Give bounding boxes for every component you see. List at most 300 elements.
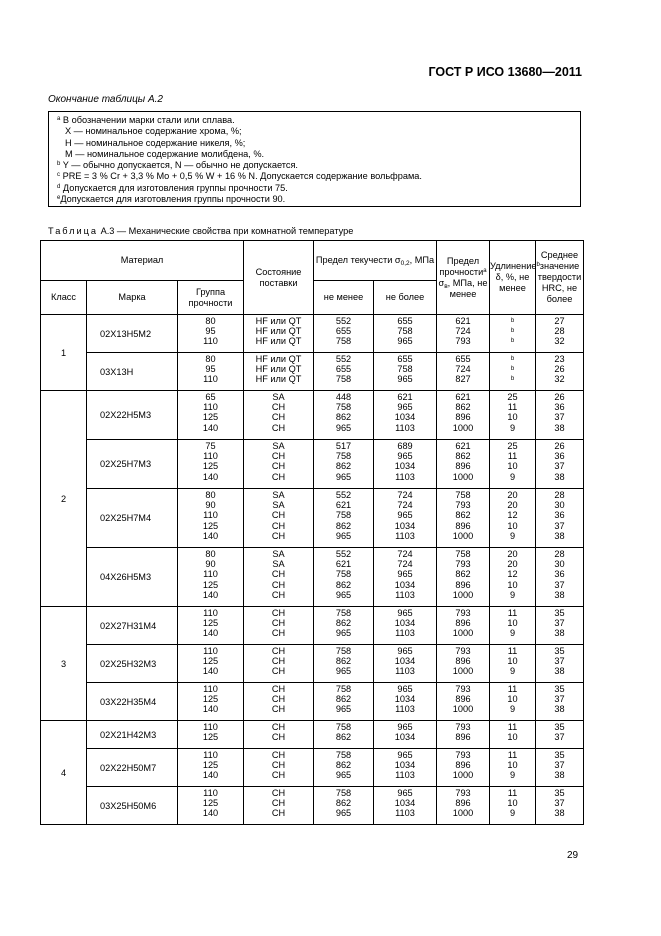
tensile-value: 1000 [452, 589, 474, 600]
yield-min-value: 552 [335, 549, 352, 559]
yield-max-cell [374, 721, 437, 749]
hardness-cell [536, 749, 584, 787]
tensile-value: 896 [455, 520, 471, 531]
delivery-state-cell [244, 749, 314, 787]
grade-cell: 03Х25Н50М6 [87, 787, 178, 825]
grade-cell: 02Х25Н7М4 [87, 489, 178, 548]
yield-max-value: 1103 [395, 628, 415, 639]
grade-cell: 02Х25Н32М3 [87, 645, 178, 683]
yield-min-value: 965 [335, 471, 352, 482]
yield-min-value: 552 [335, 316, 352, 326]
tensile-value: 724 [455, 326, 471, 337]
elongation-value: 10 [507, 412, 518, 423]
footnote-c: $^c$ PRE = 3 % Cr + 3,3 % Mo + 0,5 % W + 16 % N. Допускается содержание вольфрама. [57, 171, 422, 182]
yield-max-value: 655 [397, 316, 413, 326]
elongation-value: 11 [507, 684, 518, 694]
yield-max-cell [374, 548, 437, 607]
tensile-value: 793 [455, 559, 471, 570]
grade-cell: 04Х26Н5М3 [87, 548, 178, 607]
strength-group-cell [178, 548, 244, 607]
hardness-cell [536, 353, 584, 391]
header-tensile-strength: Предел прочности$^a$ $\sigma_в$, МПа, не менее [437, 241, 490, 315]
delivery-state-value: CH [271, 402, 286, 413]
grade-cell: 02Х21Н42М3 [87, 721, 178, 749]
yield-max-value: 965 [397, 510, 413, 521]
tensile-value: 793 [455, 684, 471, 694]
yield-max-value: 965 [397, 788, 413, 798]
strength-group-value: 125 [202, 694, 219, 705]
hardness-cell [536, 315, 584, 353]
delivery-state-value: CH [271, 760, 286, 771]
yield-min-value: 965 [335, 704, 352, 715]
yield-max-value: 689 [397, 441, 413, 451]
yield-min-value: 655 [335, 326, 352, 337]
elongation-cell [490, 391, 536, 440]
elongation-value: 9 [509, 471, 516, 482]
grade-cell: 02Х22Н50М7 [87, 749, 178, 787]
elongation-value: 10 [507, 798, 518, 809]
delivery-state-value: CH [271, 530, 286, 541]
strength-group-value: 110 [203, 646, 218, 656]
tensile-cell [437, 721, 490, 749]
tensile-value: 896 [455, 579, 471, 590]
hardness-value: 26 [554, 441, 565, 451]
yield-max-value: 1103 [395, 666, 415, 677]
delivery-state-value: HF или QT [255, 336, 302, 347]
strength-group-value: 110 [203, 750, 218, 760]
elongation-value: 10 [507, 520, 518, 531]
hardness-cell [536, 391, 584, 440]
strength-group-value: 80 [205, 354, 216, 364]
hardness-value: 38 [554, 808, 565, 819]
strength-group-cell [178, 683, 244, 721]
strength-group-value: 140 [202, 422, 219, 433]
table-continuation-title: Окончание таблицы А.2 [48, 94, 163, 105]
header-material: Материал [41, 241, 244, 281]
yield-max-value: 965 [397, 569, 413, 580]
table-row [41, 548, 584, 607]
delivery-state-cell [244, 548, 314, 607]
yield-min-value: 758 [335, 336, 352, 347]
strength-group-value: 125 [202, 618, 219, 629]
delivery-state-value: SA [272, 500, 285, 511]
delivery-state-cell [244, 440, 314, 489]
delivery-state-value: CH [271, 704, 286, 715]
strength-group-value: 65 [205, 392, 216, 402]
yield-min-value: 758 [335, 722, 352, 732]
yield-max-value: 1034 [394, 798, 416, 809]
strength-group-cell [178, 721, 244, 749]
strength-group-value: 125 [202, 579, 219, 590]
strength-group-value: 110 [203, 684, 218, 694]
yield-min-value: 448 [335, 392, 352, 402]
table-row [41, 489, 584, 548]
strength-group-value: 110 [203, 336, 218, 347]
yield-min-value: 862 [335, 461, 352, 472]
tensile-cell [437, 683, 490, 721]
yield-min-value: 965 [335, 770, 352, 781]
delivery-state-value: HF или QT [255, 364, 302, 375]
hardness-value: 28 [554, 490, 565, 500]
strength-group-value: 140 [202, 471, 219, 482]
tensile-value: 724 [455, 364, 471, 375]
tensile-value: 1000 [452, 770, 474, 781]
delivery-state-cell [244, 721, 314, 749]
tensile-cell [437, 749, 490, 787]
yield-min-cell [314, 489, 374, 548]
elongation-value: 9 [509, 770, 516, 781]
delivery-state-value: HF или QT [255, 316, 302, 326]
tensile-value: 862 [455, 510, 471, 521]
tensile-value: 621 [455, 441, 471, 451]
strength-group-value: 140 [202, 808, 219, 819]
yield-min-value: 862 [335, 618, 352, 629]
yield-min-cell [314, 749, 374, 787]
elongation-cell [490, 440, 536, 489]
footnote-a: $^a$ В обозначении марки стали или сплава. [57, 115, 235, 125]
delivery-state-value: CH [271, 451, 286, 462]
yield-min-value: 758 [335, 646, 352, 656]
yield-max-value: 724 [397, 559, 413, 570]
elongation-value: 10 [507, 656, 518, 667]
yield-max-value: 724 [397, 549, 413, 559]
delivery-state-value: HF или QT [255, 374, 302, 385]
delivery-state-value: CH [271, 412, 286, 423]
elongation-value: 10 [507, 694, 518, 705]
delivery-state-value: SA [272, 549, 285, 559]
tensile-value: 1000 [452, 471, 474, 482]
yield-min-value: 621 [335, 559, 352, 570]
delivery-state-cell [244, 683, 314, 721]
table-row [41, 749, 584, 787]
hardness-value: 27 [554, 316, 565, 326]
yield-min-value: 862 [335, 694, 352, 705]
yield-min-value: 862 [335, 760, 352, 771]
elongation-value: 10 [507, 760, 518, 771]
delivery-state-value: CH [271, 579, 286, 590]
tensile-value: 1000 [452, 704, 474, 715]
header-elongation: Удлинение$^b$ δ, %, не менее [490, 241, 536, 315]
grade-cell: 02Х13Н5М2 [87, 315, 178, 353]
delivery-state-value: CH [271, 788, 286, 798]
tensile-value: 862 [455, 451, 471, 462]
yield-max-value: 1034 [394, 760, 416, 771]
tensile-value: 1000 [452, 808, 474, 819]
tensile-value: 896 [455, 760, 471, 771]
yield-max-value: 1034 [394, 412, 416, 423]
yield-max-value: 965 [397, 646, 413, 656]
class-cell: 4 [41, 721, 87, 825]
delivery-state-value: CH [271, 684, 286, 694]
strength-group-value: 110 [203, 451, 218, 462]
strength-group-value: 125 [202, 760, 219, 771]
grade-cell: 03Х22Н35М4 [87, 683, 178, 721]
yield-max-value: 758 [397, 326, 413, 337]
strength-group-value: 140 [202, 770, 219, 781]
tensile-value: 896 [455, 798, 471, 809]
delivery-state-value: HF или QT [255, 354, 302, 364]
yield-max-cell [374, 391, 437, 440]
yield-max-cell [374, 749, 437, 787]
yield-min-value: 621 [335, 500, 352, 511]
page-number: 29 [567, 850, 579, 861]
tensile-value: 793 [455, 608, 471, 618]
hardness-value: 38 [554, 704, 565, 715]
hardness-value: 37 [554, 618, 565, 629]
elongation-value: b [510, 328, 515, 335]
document-header: ГОСТ Р ИСО 13680—2011 [428, 65, 582, 79]
strength-group-value: 95 [205, 326, 216, 337]
grade-cell: 02Х25Н7М3 [87, 440, 178, 489]
tensile-value: 862 [455, 402, 471, 413]
hardness-value: 28 [554, 549, 565, 559]
elongation-value: b [510, 356, 515, 362]
delivery-state-cell [244, 489, 314, 548]
delivery-state-value: SA [272, 490, 285, 500]
yield-min-cell [314, 683, 374, 721]
tensile-value: 793 [455, 646, 471, 656]
yield-max-cell [374, 787, 437, 825]
elongation-value: 9 [509, 422, 516, 433]
yield-max-value: 1103 [395, 770, 415, 781]
yield-min-value: 758 [335, 510, 352, 521]
delivery-state-value: CH [271, 732, 286, 743]
hardness-value: 37 [554, 798, 565, 809]
table-row [41, 683, 584, 721]
yield-max-cell [374, 607, 437, 645]
yield-max-value: 965 [397, 402, 413, 413]
yield-min-value: 758 [335, 569, 352, 580]
yield-max-value: 1103 [395, 530, 415, 541]
hardness-value: 28 [554, 326, 565, 337]
hardness-value: 38 [554, 770, 565, 781]
yield-min-cell [314, 607, 374, 645]
yield-min-value: 965 [335, 808, 352, 819]
yield-max-value: 965 [397, 451, 413, 462]
delivery-state-value: CH [271, 618, 286, 629]
header-yield-strength: Предел текучести $\sigma_{0,2}$, МПа [314, 241, 437, 281]
tensile-cell [437, 440, 490, 489]
hardness-value: 37 [554, 520, 565, 531]
strength-group-value: 110 [203, 608, 218, 618]
strength-group-value: 110 [203, 374, 218, 385]
yield-max-cell [374, 315, 437, 353]
yield-max-value: 1034 [394, 618, 416, 629]
hardness-value: 36 [554, 451, 565, 462]
delivery-state-cell [244, 391, 314, 440]
strength-group-cell [178, 440, 244, 489]
footnote-b: $^b$ Y — обычно допускается, N — обычно не допускается. [57, 160, 298, 171]
elongation-value: 11 [507, 402, 518, 413]
hardness-value: 23 [554, 354, 565, 364]
tensile-cell [437, 489, 490, 548]
yield-min-value: 862 [335, 798, 352, 809]
strength-group-cell [178, 391, 244, 440]
yield-max-value: 1103 [395, 471, 415, 482]
elongation-value: 20 [507, 500, 518, 511]
hardness-value: 38 [554, 666, 565, 677]
hardness-value: 26 [554, 364, 565, 375]
delivery-state-cell [244, 315, 314, 353]
strength-group-value: 90 [205, 559, 216, 570]
elongation-cell [490, 645, 536, 683]
elongation-value: 11 [507, 788, 518, 798]
delivery-state-value: CH [271, 471, 286, 482]
delivery-state-value: CH [271, 808, 286, 819]
yield-min-value: 552 [335, 490, 352, 500]
header-hardness: Среднее значение твердости HRC, не более [536, 241, 584, 315]
yield-min-cell [314, 645, 374, 683]
delivery-state-value: SA [272, 559, 285, 570]
elongation-cell [490, 607, 536, 645]
footnote-x: X — номинальное содержание хрома, %; [65, 126, 242, 137]
delivery-state-value: CH [271, 666, 286, 677]
grade-cell: 03Х13Н [87, 353, 178, 391]
table-row [41, 721, 584, 749]
yield-min-cell [314, 391, 374, 440]
elongation-value: 11 [507, 646, 518, 656]
strength-group-value: 80 [205, 549, 216, 559]
tensile-cell [437, 315, 490, 353]
tensile-value: 896 [455, 656, 471, 667]
tensile-value: 793 [455, 750, 471, 760]
elongation-value: 12 [507, 569, 518, 580]
tensile-value: 827 [455, 374, 471, 385]
tensile-value: 793 [455, 336, 471, 347]
yield-max-cell [374, 353, 437, 391]
elongation-value: 20 [507, 490, 518, 500]
yield-max-value: 965 [397, 750, 413, 760]
hardness-cell [536, 787, 584, 825]
delivery-state-cell [244, 607, 314, 645]
yield-min-value: 862 [335, 412, 352, 423]
hardness-value: 35 [554, 608, 565, 618]
elongation-value: 11 [507, 608, 518, 618]
strength-group-value: 90 [205, 500, 216, 511]
strength-group-value: 110 [203, 788, 218, 798]
yield-max-value: 1103 [395, 589, 415, 600]
elongation-value: 11 [507, 750, 518, 760]
tensile-value: 896 [455, 694, 471, 705]
elongation-cell [490, 749, 536, 787]
tensile-value: 1000 [452, 666, 474, 677]
strength-group-cell [178, 489, 244, 548]
grade-cell: 02Х27Н31М4 [87, 607, 178, 645]
hardness-value: 38 [554, 471, 565, 482]
hardness-value: 35 [554, 788, 565, 798]
elongation-cell [490, 548, 536, 607]
delivery-state-value: CH [271, 520, 286, 531]
yield-min-value: 758 [335, 788, 352, 798]
strength-group-value: 80 [205, 316, 216, 326]
tensile-value: 1000 [452, 628, 474, 639]
elongation-cell [490, 315, 536, 353]
elongation-value: 9 [509, 808, 516, 819]
strength-group-value: 110 [203, 402, 218, 413]
elongation-value: 9 [509, 589, 516, 600]
strength-group-value: 140 [202, 704, 219, 715]
elongation-value: 11 [507, 451, 518, 462]
tensile-value: 1000 [452, 530, 474, 541]
yield-min-cell [314, 440, 374, 489]
elongation-value: b [510, 318, 515, 324]
tensile-cell [437, 645, 490, 683]
elongation-cell [490, 489, 536, 548]
yield-max-value: 1034 [394, 694, 416, 705]
yield-min-value: 862 [335, 732, 352, 743]
tensile-value: 896 [455, 412, 471, 423]
delivery-state-value: CH [271, 628, 286, 639]
table-row [41, 315, 584, 353]
hardness-value: 35 [554, 722, 565, 732]
hardness-value: 37 [554, 732, 565, 743]
yield-min-value: 758 [335, 608, 352, 618]
elongation-value: 11 [507, 722, 518, 732]
elongation-value: 9 [509, 666, 516, 677]
delivery-state-cell [244, 787, 314, 825]
strength-group-value: 125 [202, 798, 219, 809]
strength-group-value: 95 [205, 364, 216, 375]
delivery-state-value: SA [272, 392, 285, 402]
yield-min-value: 862 [335, 656, 352, 667]
yield-min-cell [314, 548, 374, 607]
elongation-value: 9 [509, 628, 516, 639]
elongation-value: 25 [507, 441, 518, 451]
elongation-value: 12 [507, 510, 518, 521]
hardness-value: 37 [554, 694, 565, 705]
tensile-cell [437, 607, 490, 645]
delivery-state-value: CH [271, 422, 286, 433]
mechanical-properties-table [40, 240, 584, 825]
tensile-value: 655 [455, 354, 471, 364]
hardness-value: 26 [554, 392, 565, 402]
hardness-value: 36 [554, 510, 565, 521]
hardness-value: 35 [554, 750, 565, 760]
yield-min-value: 965 [335, 530, 352, 541]
header-delivery-state: Состояние поставки [244, 241, 314, 315]
strength-group-value: 125 [202, 461, 219, 472]
header-yield-min: не менее [314, 281, 374, 315]
yield-min-value: 758 [335, 402, 352, 413]
footnotes-box [48, 111, 581, 207]
elongation-value: 20 [507, 549, 518, 559]
strength-group-cell [178, 353, 244, 391]
tensile-cell [437, 548, 490, 607]
delivery-state-value: SA [272, 441, 285, 451]
delivery-state-value: CH [271, 770, 286, 781]
hardness-cell [536, 683, 584, 721]
delivery-state-value: CH [271, 646, 286, 656]
table-row [41, 787, 584, 825]
yield-min-value: 758 [335, 750, 352, 760]
tensile-value: 896 [455, 732, 471, 743]
elongation-cell [490, 721, 536, 749]
delivery-state-value: CH [271, 694, 286, 705]
tensile-value: 621 [455, 392, 471, 402]
yield-max-value: 1103 [395, 808, 415, 819]
table-row [41, 607, 584, 645]
strength-group-value: 140 [202, 589, 219, 600]
yield-max-value: 965 [397, 336, 413, 347]
strength-group-value: 125 [202, 732, 219, 743]
hardness-value: 37 [554, 656, 565, 667]
strength-group-cell [178, 749, 244, 787]
yield-max-value: 758 [397, 364, 413, 375]
tensile-value: 896 [455, 618, 471, 629]
tensile-value: 862 [455, 569, 471, 580]
tensile-cell [437, 787, 490, 825]
strength-group-value: 75 [205, 441, 216, 451]
